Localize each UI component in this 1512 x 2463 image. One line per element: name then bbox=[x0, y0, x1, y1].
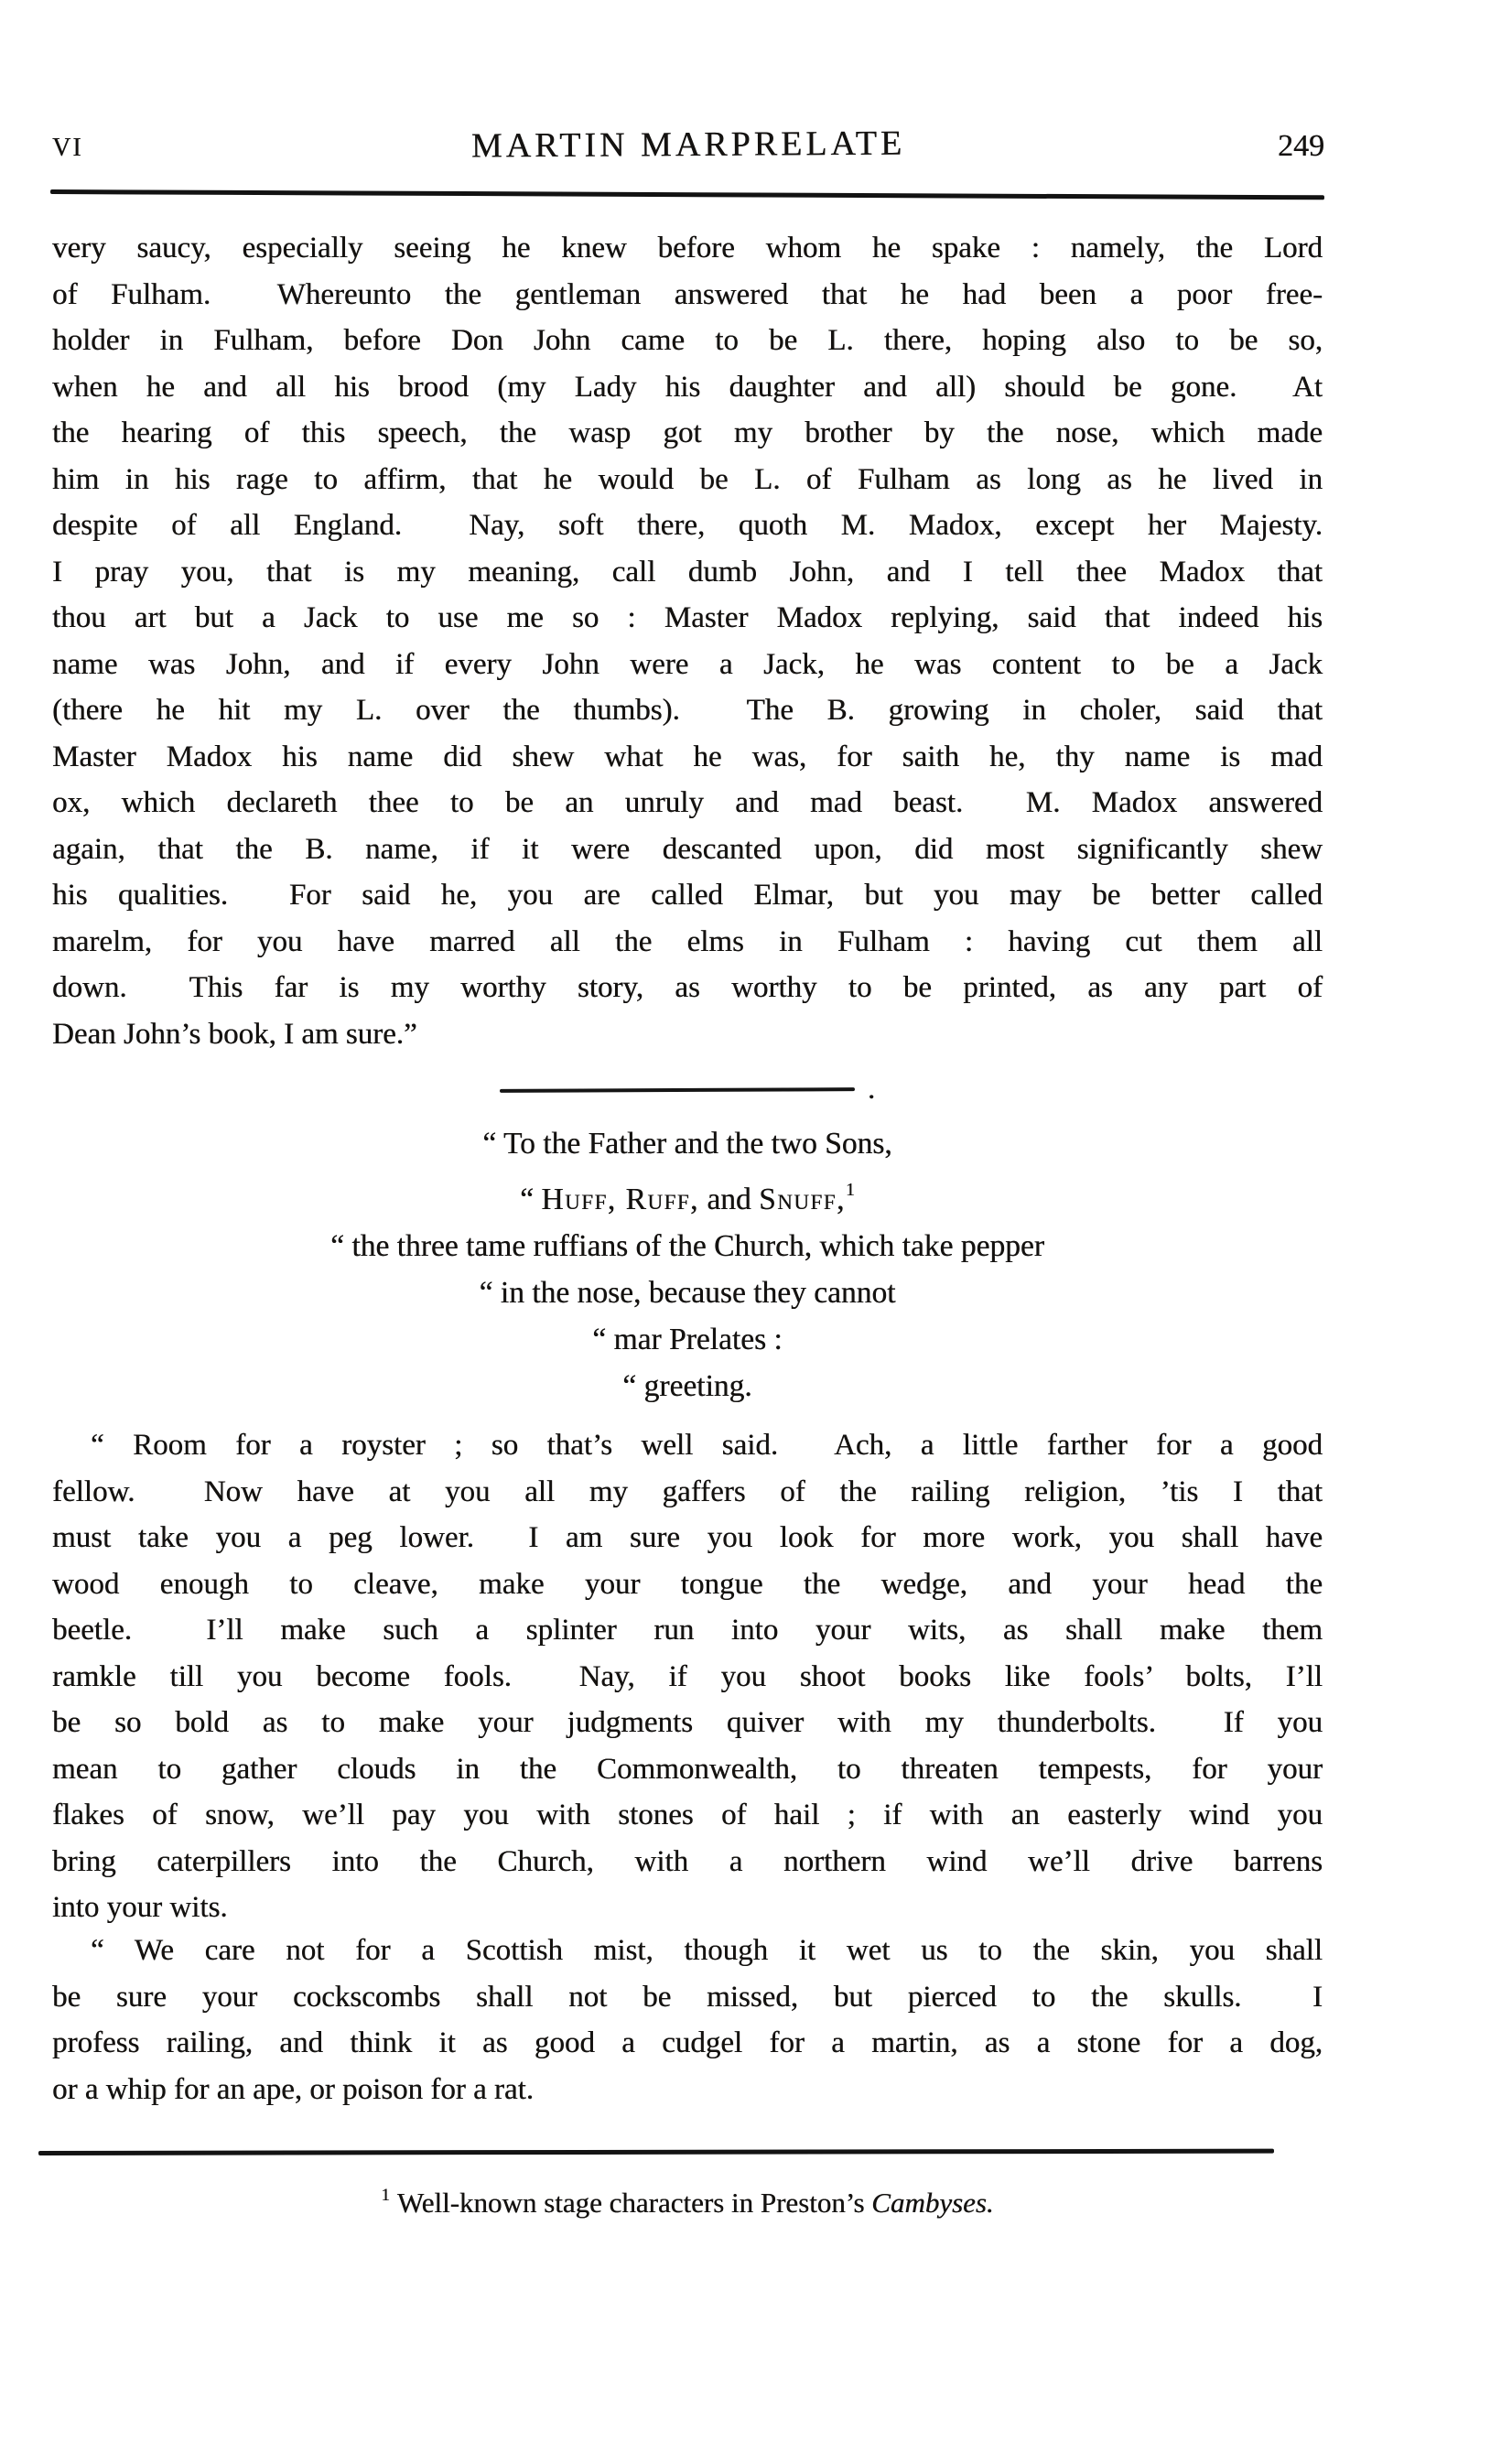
running-header bbox=[52, 124, 1324, 165]
dedication-line: “ To the Father and the two Sons, bbox=[482, 1127, 892, 1161]
body-paragraph-1 bbox=[52, 225, 1323, 1057]
text-line: into your wits. bbox=[52, 1891, 228, 1924]
dedication-line: “ the three tame ruffians of the Church, which take pepper bbox=[330, 1229, 1044, 1263]
dedication-line: “ greeting. bbox=[622, 1369, 752, 1403]
footnote-marker: 1 bbox=[381, 2186, 390, 2205]
header-rule bbox=[50, 189, 1324, 200]
footnote bbox=[52, 2186, 1323, 2220]
text-line: ramkle till you become fools. Nay, if you shoot books like fools’ bolts, I’ll bbox=[52, 1659, 1323, 1693]
open-quote: “ bbox=[520, 1183, 542, 1216]
text-line: “ We care not for a Scottish mist, though it wet us to the skin, you shall bbox=[91, 1934, 1323, 1967]
header-section-label: VI bbox=[52, 134, 83, 162]
section-divider bbox=[52, 1073, 1323, 1118]
text-line: when he and all his brood (my Lady his daughter and all) should be gone. At bbox=[52, 370, 1323, 404]
dedication-name-huff-ruff: Huff, Ruff, bbox=[541, 1183, 699, 1216]
dedication-name-snuff: Snuff, bbox=[759, 1183, 846, 1216]
text-line: down. This far is my worthy story, as worthy to be printed, as any part of bbox=[52, 971, 1323, 1004]
text-line: profess railing, and think it as good a cudgel for a martin, as a stone for a dog, bbox=[52, 2026, 1323, 2059]
dedication-line: “ in the nose, because they cannot bbox=[479, 1276, 896, 1310]
text-line: the hearing of this speech, the wasp got my brother by the nose, which made bbox=[52, 416, 1323, 449]
dedication-conjunction: and bbox=[698, 1183, 760, 1216]
text-line: bring caterpillers into the Church, with a northern wind we’ll drive barrens bbox=[52, 1844, 1323, 1878]
text-line: his qualities. For said he, you are called Elmar, but you may be better called bbox=[52, 879, 1323, 912]
text-line: must take you a peg lower. I am sure you look for more work, you shall have bbox=[52, 1521, 1323, 1554]
dedication-line-names bbox=[52, 1167, 1323, 1223]
text-line: fellow. Now have at you all my gaffers of the railing religion, ’tis I that bbox=[52, 1475, 1323, 1508]
text-line: “ Room for a royster ; so that’s well said. Ach, a little farther for a good bbox=[91, 1429, 1323, 1462]
footnote-reference-mark: 1 bbox=[845, 1180, 855, 1200]
text-line: flakes of snow, we’ll pay you with stones of hail ; if with an easterly wind you bbox=[52, 1799, 1323, 1831]
footnote-work-title: Cambyses. bbox=[871, 2187, 994, 2219]
text-line: be so bold as to make your judgments quiver with my thunderbolts. If you bbox=[52, 1706, 1323, 1739]
text-line: mean to gather clouds in the Commonwealth, to threaten tempests, for your bbox=[52, 1752, 1323, 1786]
text-line: be sure your cockscombs shall not be missed, but pierced to the skulls. I bbox=[52, 1980, 1323, 2014]
text-line: name was John, and if every John were a Jack, he was content to be a Jack bbox=[52, 647, 1323, 681]
page-title: MARTIN MARPRELATE bbox=[470, 124, 906, 166]
text-line: of Fulham. Whereunto the gentleman answered that he had been a poor free- bbox=[52, 277, 1323, 311]
text-line: holder in Fulham, before Don John came to be L. there, hoping also to be so, bbox=[52, 324, 1323, 357]
text-line: despite of all England. Nay, soft there, quoth M. Madox, except her Majesty. bbox=[52, 509, 1323, 542]
text-line: marelm, for you have marred all the elms in Fulham : having cut them all bbox=[52, 924, 1323, 958]
dedication-line: “ mar Prelates : bbox=[592, 1323, 783, 1356]
divider-dot: . bbox=[867, 1073, 876, 1106]
body-paragraph-2 bbox=[52, 1422, 1323, 1931]
text-line: again, that the B. name, if it were descanted upon, did most significantly shew bbox=[52, 832, 1323, 866]
text-line: wood enough to cleave, make your tongue the wedge, and your head the bbox=[52, 1567, 1323, 1601]
text-line: Master Madox his name did shew what he was, for saith he, thy name is mad bbox=[52, 740, 1323, 773]
text-line: (there he hit my L. over the thumbs). The B. growing in choler, said that bbox=[52, 694, 1323, 727]
text-line: Dean John’s book, I am sure.” bbox=[52, 1017, 417, 1051]
text-line: or a whip for an ape, or poison for a rat. bbox=[52, 2072, 534, 2106]
text-line: I pray you, that is my meaning, call dumb John, and I tell thee Madox that bbox=[52, 555, 1323, 589]
body-paragraph-3 bbox=[52, 1928, 1323, 2112]
text-line: ox, which declareth thee to be an unruly and mad beast. M. Madox answered bbox=[52, 786, 1323, 819]
text-line: him in his rage to affirm, that he would be L. of Fulham as long as he lived in bbox=[52, 462, 1323, 496]
dedication-block bbox=[52, 1120, 1323, 1410]
divider-rule bbox=[500, 1087, 855, 1093]
text-line: thou art but a Jack to use me so : Master Madox replying, said that indeed his bbox=[52, 601, 1323, 634]
footnote-text: Well-known stage characters in Preston’s bbox=[396, 2187, 872, 2219]
header-page-number: 249 bbox=[1278, 129, 1324, 163]
text-line: very saucy, especially seeing he knew before whom he spake : namely, the Lord bbox=[52, 232, 1323, 265]
footnote-rule bbox=[38, 2149, 1274, 2155]
text-line: beetle. I’ll make such a splinter run into your wits, as shall make them bbox=[52, 1614, 1323, 1647]
